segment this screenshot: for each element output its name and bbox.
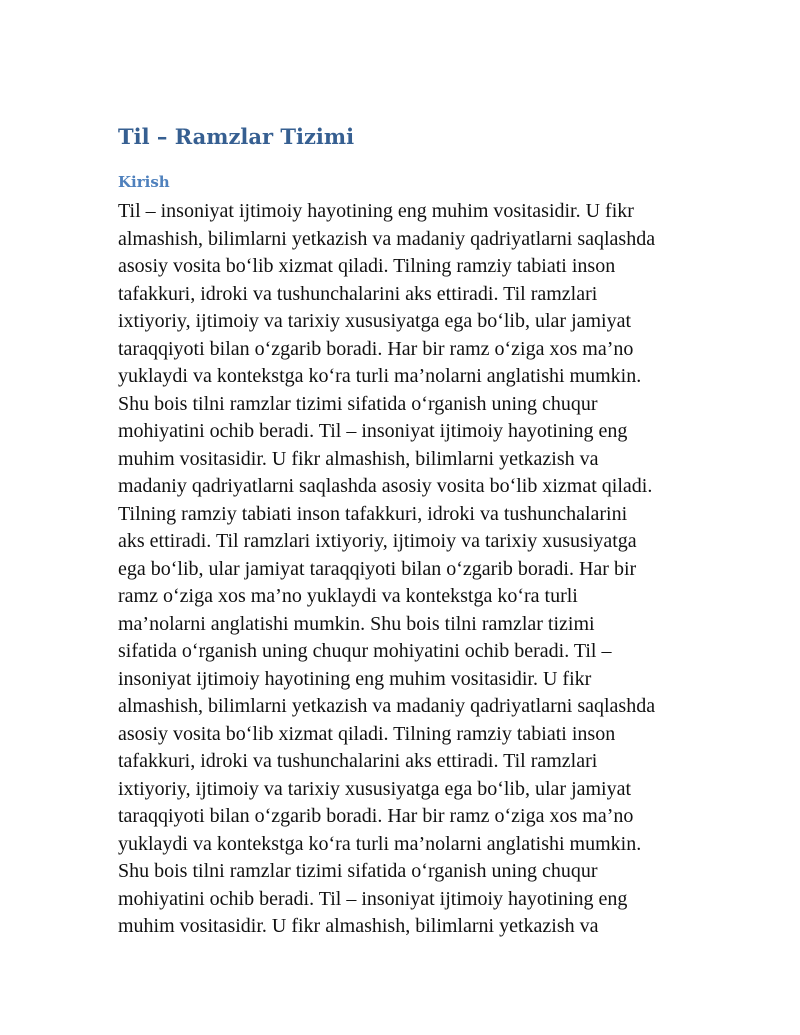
body-line: yuklaydi va kontekstga ko‘ra turli ma’nolarni anglatishi mumkin. (118, 365, 642, 387)
body-line: taraqqiyoti bilan o‘zgarib boradi. Har bir ramz o‘ziga xos ma’no (118, 337, 634, 360)
body-line: madaniy qadriyatlarni saqlashda asosiy vosita bo‘lib xizmat qiladi. (118, 475, 653, 497)
body-line: almashish, bilimlarni yetkazish va madaniy qadriyatlarni saqlashda (118, 695, 656, 717)
body-line: sifatida o‘rganish uning chuqur mohiyatini ochib beradi. Til – (118, 640, 612, 662)
body-line: ega bo‘lib, ular jamiyat taraqqiyoti bilan o‘zgarib boradi. Har bir (118, 557, 637, 580)
body-line: almashish, bilimlarni yetkazish va madaniy qadriyatlarni saqlashda (118, 227, 656, 250)
body-line: ma’nolarni anglatishi mumkin. Shu bois tilni ramzlar tizimi (118, 612, 595, 635)
body-line: tafakkuri, idroki va tushunchalarini aks ettiradi. Til ramzlari (118, 282, 598, 305)
body-line: Tilning ramziy tabiati inson tafakkuri, idroki va tushunchalarini (118, 502, 628, 525)
body-line: asosiy vosita bo‘lib xizmat qiladi. Tilning ramziy tabiati inson (118, 255, 616, 277)
section-heading: Kirish (118, 173, 170, 191)
body-line: taraqqiyoti bilan o‘zgarib boradi. Har bir ramz o‘ziga xos ma’no (118, 805, 634, 827)
document-title: Til – Ramzlar Tizimi (118, 124, 355, 149)
body-line: Shu bois tilni ramzlar tizimi sifatida o‘rganish uning chuqur (118, 860, 598, 882)
body-line: mohiyatini ochib beradi. Til – insoniyat ijtimoiy hayotining eng (118, 887, 628, 910)
body-line: Shu bois tilni ramzlar tizimi sifatida o‘rganish uning chuqur (118, 392, 598, 415)
body-line: muhim vositasidir. U fikr almashish, bilimlarni yetkazish va (118, 447, 599, 470)
body-line: tafakkuri, idroki va tushunchalarini aks ettiradi. Til ramzlari (118, 750, 598, 772)
body-line: Til – insoniyat ijtimoiy hayotining eng muhim vositasidir. U fikr (118, 200, 634, 222)
body-line: yuklaydi va kontekstga ko‘ra turli ma’nolarni anglatishi mumkin. (118, 832, 642, 855)
body-line: muhim vositasidir. U fikr almashish, bilimlarni yetkazish va (118, 915, 599, 937)
body-line: aks ettiradi. Til ramzlari ixtiyoriy, ijtimoiy va tarixiy xususiyatga (118, 530, 637, 552)
body-line: ixtiyoriy, ijtimoiy va tarixiy xususiyatga ega bo‘lib, ular jamiyat (118, 310, 632, 332)
body-line: ramz o‘ziga xos ma’no yuklaydi va kontekstga ko‘ra turli (118, 585, 578, 607)
body-line: ixtiyoriy, ijtimoiy va tarixiy xususiyatga ega bo‘lib, ular jamiyat (118, 777, 632, 800)
body-line: asosiy vosita bo‘lib xizmat qiladi. Tilning ramziy tabiati inson (118, 722, 616, 745)
body-line: mohiyatini ochib beradi. Til – insoniyat ijtimoiy hayotining eng (118, 420, 628, 442)
body-paragraph (118, 198, 708, 941)
body-line: insoniyat ijtimoiy hayotining eng muhim vositasidir. U fikr (118, 667, 592, 690)
